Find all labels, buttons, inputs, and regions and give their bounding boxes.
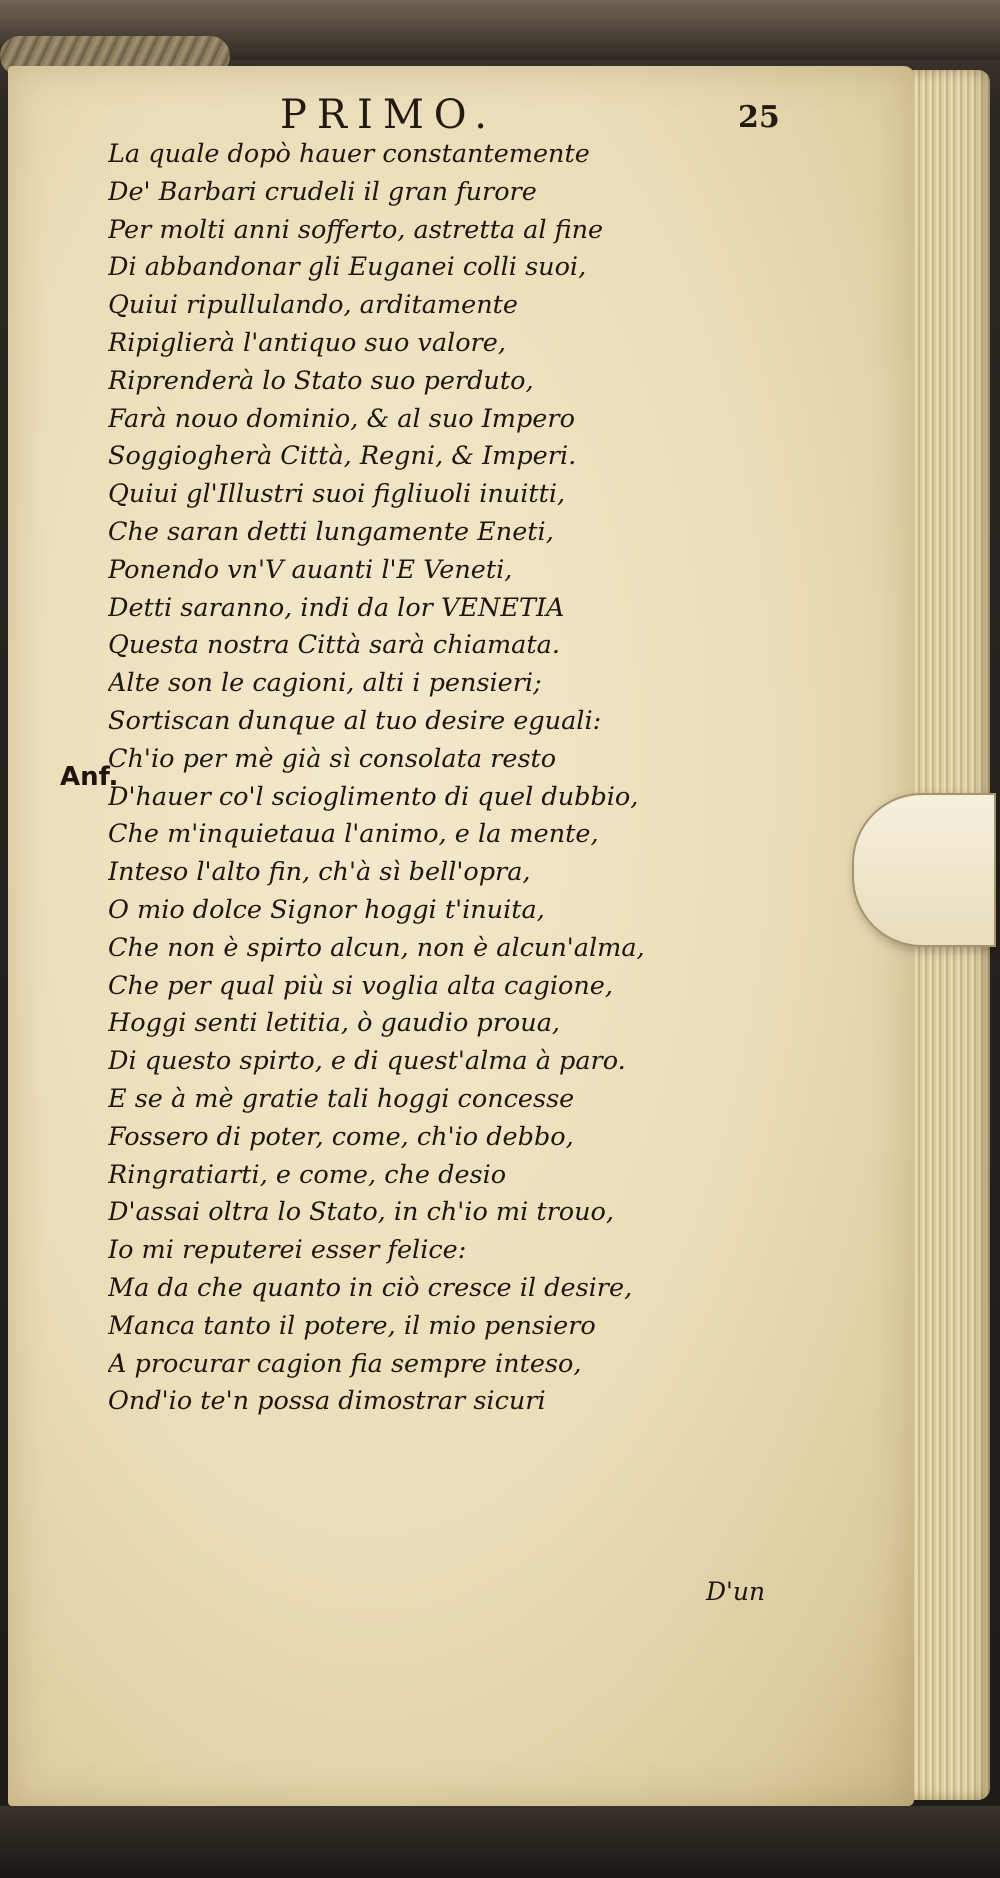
verse-line: Che m'inquietaua l'animo, e la mente, <box>108 819 599 850</box>
verse-line: Quiui gl'Illustri suoi figliuoli inuitti, <box>108 479 566 510</box>
catchword: D'un <box>706 1577 766 1606</box>
verse-line: La quale dopò hauer constantemente <box>108 139 590 169</box>
verse-line: Manca tanto il potere, il mio pensiero <box>108 1310 596 1341</box>
verse-line: Farà nouo dominio, & al suo Impero <box>108 403 575 434</box>
verse-text <box>108 136 798 1421</box>
verse-line: Soggiogherà Città, Regni, & Imperi. <box>108 441 577 472</box>
speaker-label: Anf. <box>60 762 119 792</box>
verse-line: Inteso l'alto fin, ch'à sì bell'opra, <box>108 857 531 888</box>
verse-line: Per molti anni sofferto, astretta al fine <box>108 214 604 245</box>
verse-line: D'hauer co'l scioglimento di quel dubbio, <box>108 781 639 812</box>
verse-line: Alte son le cagioni, alti i pensieri; <box>108 668 542 699</box>
verse-line: D'assai oltra lo Stato, in ch'io mi trouo, <box>108 1197 615 1228</box>
verse-line: A procurar cagion fia sempre inteso, <box>108 1348 582 1379</box>
verse-line: Ripiglierà l'antiquo suo valore, <box>108 327 506 358</box>
book-bottom-shadow <box>0 1806 1000 1878</box>
page-number: 25 <box>738 100 780 135</box>
verse-line: E se à mè gratie tali hoggi concesse <box>108 1083 575 1114</box>
verse-line: Hoggi senti letitia, ò gaudio proua, <box>108 1008 561 1039</box>
verse-line: Sortiscan dunque al tuo desire eguali: <box>108 705 602 736</box>
verse-line: Di questo spirto, e di quest'alma à paro. <box>108 1046 626 1077</box>
page-clip-tab <box>852 793 996 947</box>
verse-line: Che non è spirto alcun, non è alcun'alma, <box>108 932 645 963</box>
verse-line: Ond'io te'n possa dimostrar sicuri <box>108 1386 546 1417</box>
verse-line: Ma da che quanto in ciò cresce il desire, <box>108 1272 633 1303</box>
verse-line: Fossero di poter, come, ch'io debbo, <box>108 1121 574 1152</box>
verse-line: O mio dolce Signor hoggi t'inuita, <box>108 894 545 925</box>
verse-line: Detti saranno, indi da lor VENETIA <box>108 592 565 623</box>
verse-line: Questa nostra Città sarà chiamata. <box>108 630 560 661</box>
verse-line: Quiui ripullulando, arditamente <box>108 290 519 321</box>
verse-line: Che per qual più si voglia alta cagione, <box>108 970 613 1001</box>
verse-line: Di abbandonar gli Euganei colli suoi, <box>108 252 587 283</box>
verse-line: Riprenderà lo Stato suo perduto, <box>108 365 534 396</box>
running-header: PRIMO. <box>280 92 497 138</box>
verse-line: Ch'io per mè già sì consolata resto <box>108 743 557 774</box>
verse-line: Io mi reputerei esser felice: <box>108 1235 467 1266</box>
verse-line: De' Barbari crudeli il gran furore <box>108 176 537 207</box>
verse-line: Ponendo vn'V auanti l'E Veneti, <box>108 554 513 585</box>
verse-line: Che saran detti lungamente Eneti, <box>108 516 554 547</box>
verse-line: Ringratiarti, e come, che desio <box>108 1159 507 1190</box>
